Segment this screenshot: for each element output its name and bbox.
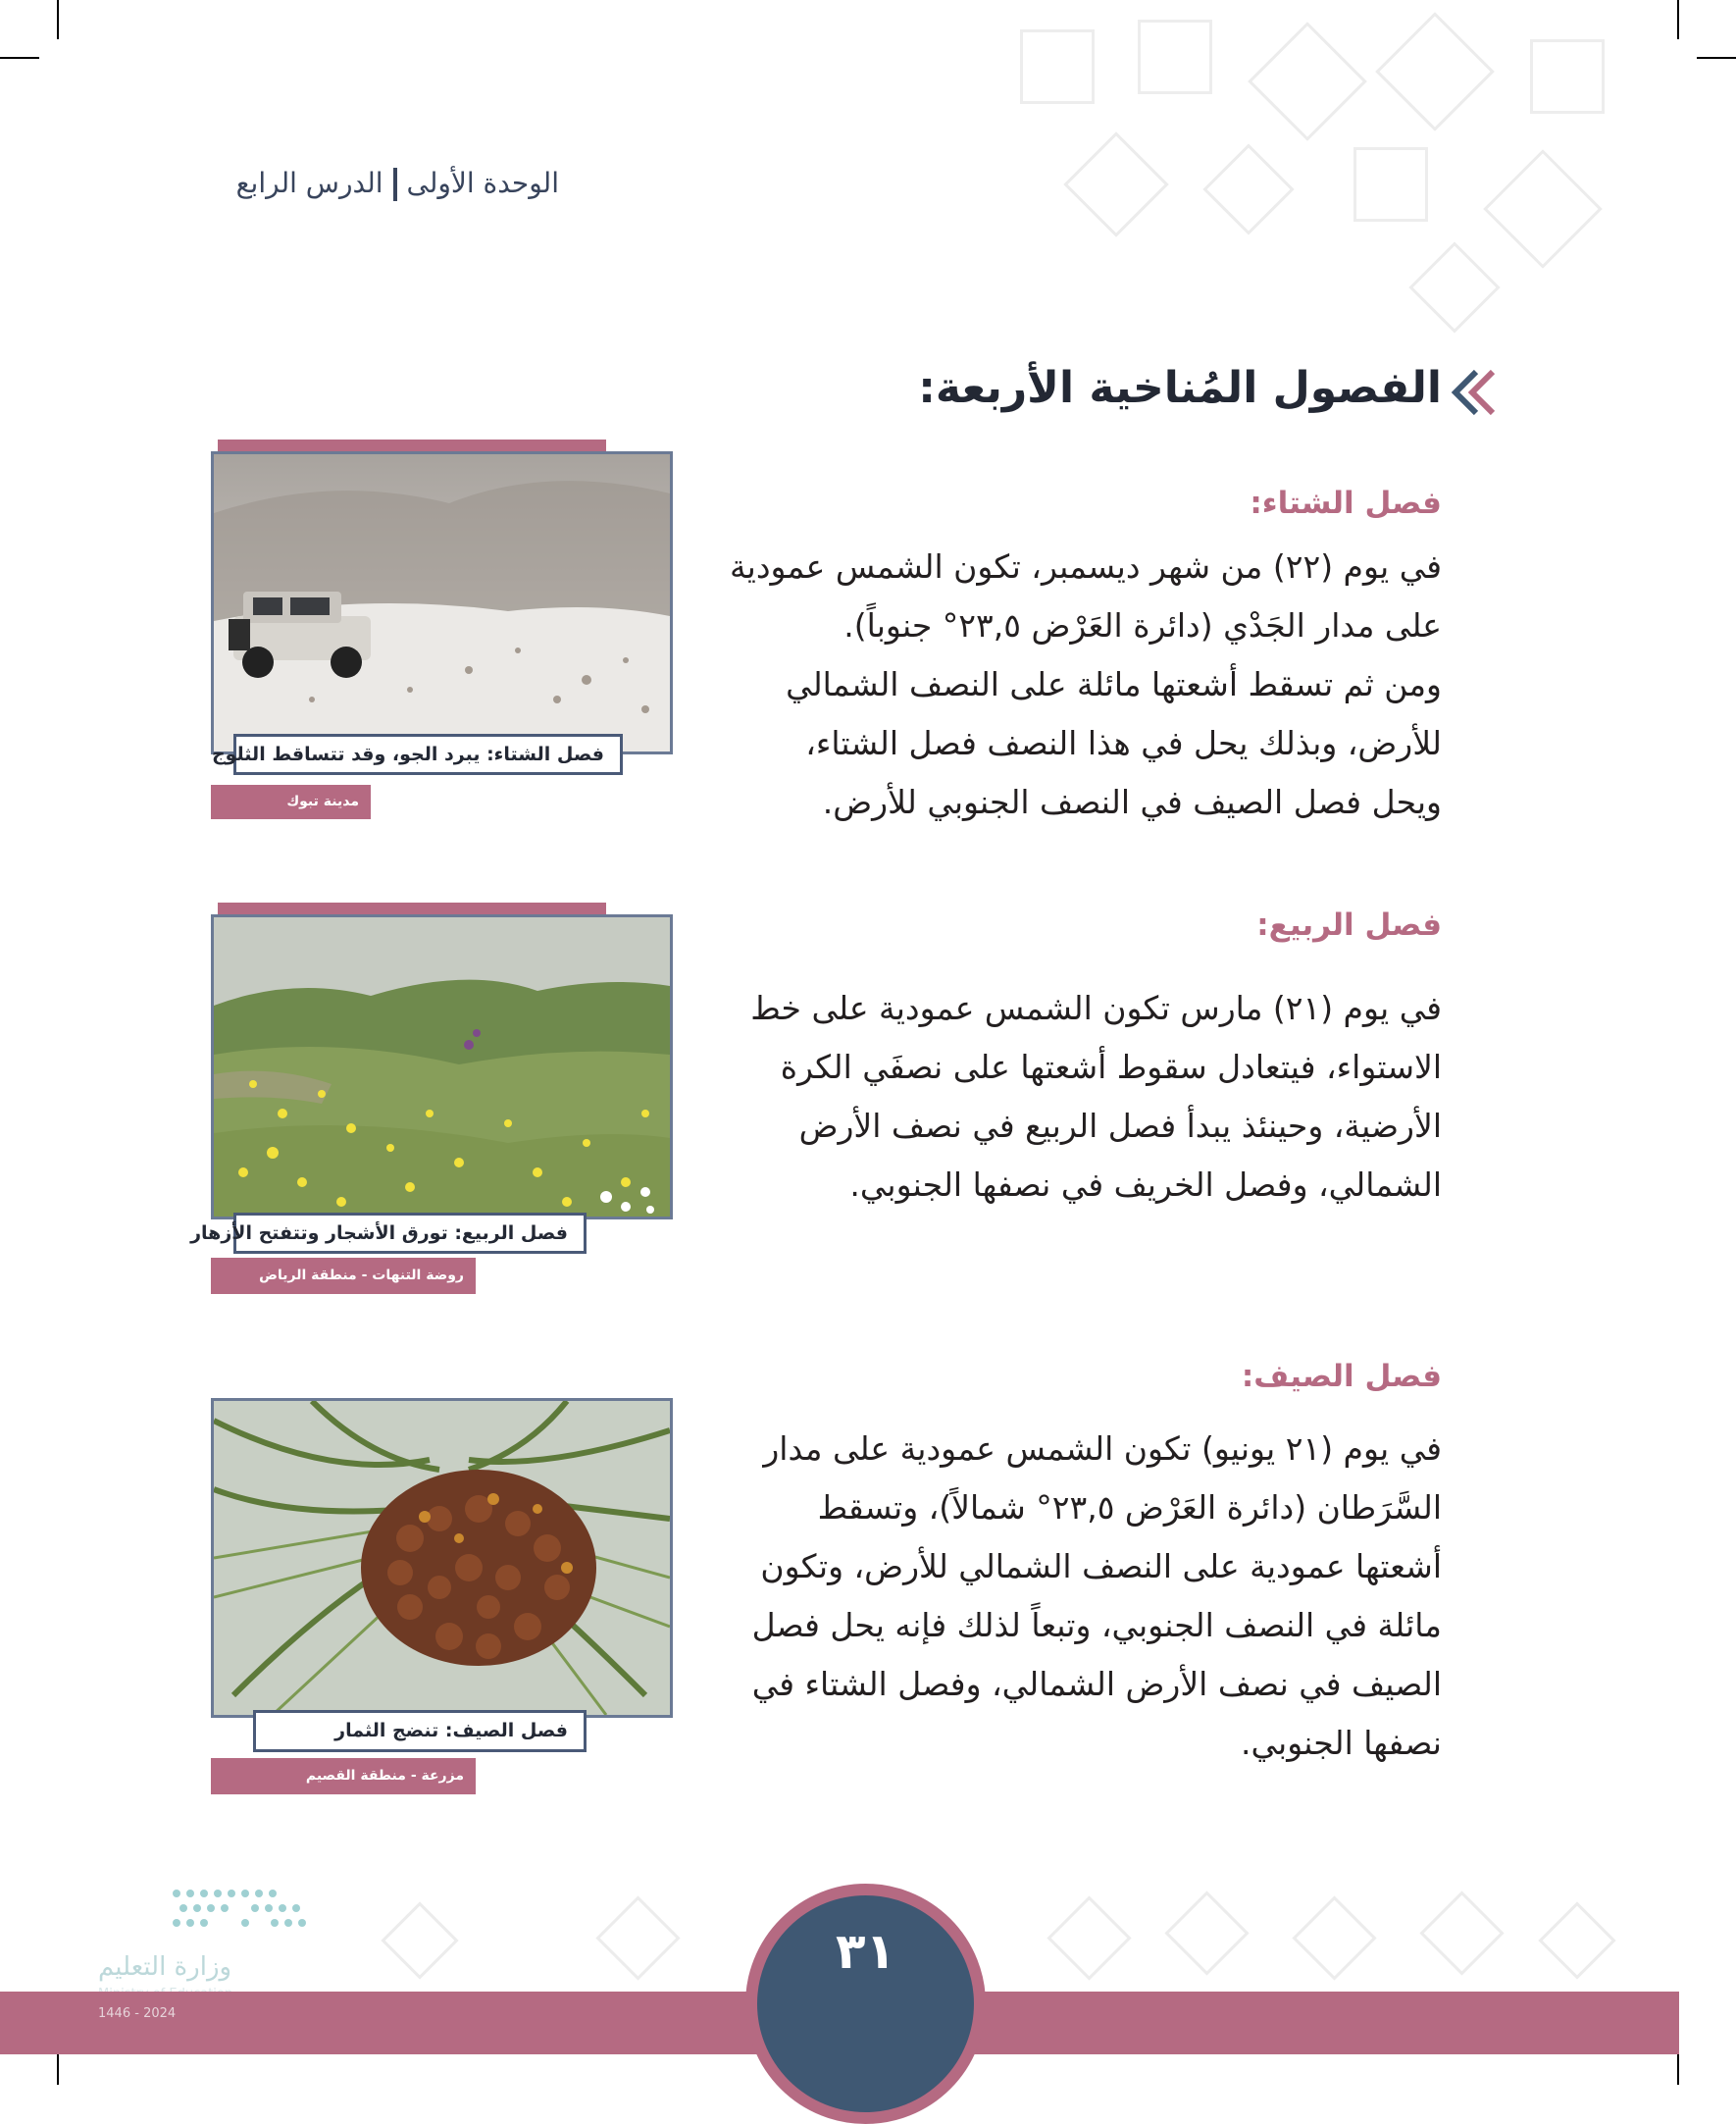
text-line: الشمالي، وفصل الخريف في نصفها الجنوبي. bbox=[849, 1166, 1442, 1204]
crop-mark bbox=[1697, 57, 1736, 59]
photo-summer-dates bbox=[211, 1398, 673, 1718]
text-line: أشعتها عمودية على النصف الشمالي للأرض، وتكون bbox=[760, 1547, 1442, 1585]
text-line: الصيف في نصف الأرض الشمالي، وفصل الشتاء في bbox=[751, 1665, 1442, 1703]
text-line: للأرض، وبذلك يحل في هذا النصف فصل الشتاء، bbox=[805, 724, 1442, 762]
text-line: في يوم (٢١ يونيو) تكون الشمس عمودية على مدار bbox=[763, 1429, 1442, 1468]
text-line: مائلة في النصف الجنوبي، وتبعاً لذلك فإنه يحل فصل bbox=[751, 1606, 1442, 1644]
crop-mark bbox=[57, 0, 59, 39]
season-heading-winter: فصل الشتاء: bbox=[1250, 486, 1442, 521]
season-text-winter bbox=[657, 538, 1442, 832]
text-line: السَّرَطان (دائرة العَرْض ٢٣,٥° شمالاً)، وتسقط bbox=[817, 1488, 1442, 1527]
section-title: الفصول المُناخية الأربعة: bbox=[918, 363, 1442, 413]
figure-location-spring: روضة التنهات - منطقة الرياض bbox=[211, 1258, 476, 1294]
unit-label: الوحدة الأولى bbox=[406, 167, 559, 199]
season-heading-summer: فصل الصيف: bbox=[1241, 1359, 1442, 1394]
crop-mark bbox=[0, 57, 39, 59]
text-line: ويحل فصل الصيف في النصف الجنوبي للأرض. bbox=[822, 783, 1442, 821]
season-heading-spring: فصل الربيع: bbox=[1256, 907, 1442, 943]
text-line: في يوم (٢١) مارس تكون الشمس عمودية على خط bbox=[750, 989, 1442, 1027]
text-line: على مدار الجَدْي (دائرة العَرْض ٢٣,٥° جنوباً). bbox=[843, 606, 1442, 645]
chevron-double-icon bbox=[1442, 368, 1501, 417]
figure-caption-summer: فصل الصيف: تنضج الثمار bbox=[253, 1710, 587, 1752]
ministry-name: وزارة التعليم bbox=[98, 1952, 232, 1982]
figure-location-summer: مزرعة - منطقة القصيم bbox=[211, 1758, 476, 1794]
text-line: في يوم (٢٢) من شهر ديسمبر، تكون الشمس عمودية bbox=[729, 547, 1442, 586]
edition-year: 2024 - 1446 bbox=[98, 2006, 177, 2021]
crop-mark bbox=[1677, 0, 1679, 39]
season-text-spring bbox=[657, 979, 1442, 1215]
figure-caption-winter: فصل الشتاء: يبرد الجو، وقد تتساقط الثلوج bbox=[233, 734, 623, 775]
text-line: الاستواء، فيتعادل سقوط أشعتها على نصفَي الكرة bbox=[780, 1048, 1442, 1086]
text-line: الأرضية، وحينئذ يبدأ فصل الربيع في نصف الأرض bbox=[798, 1107, 1442, 1145]
text-line: ومن ثم تسقط أشعتها مائلة على النصف الشمالي bbox=[786, 665, 1442, 703]
header-divider bbox=[393, 168, 397, 201]
ministry-logo-dots bbox=[167, 1884, 324, 1943]
season-text-summer bbox=[657, 1420, 1442, 1773]
text-line: نصفها الجنوبي. bbox=[1241, 1724, 1442, 1762]
figure-accent-bar bbox=[218, 903, 606, 914]
running-header bbox=[128, 167, 559, 201]
page-number-badge bbox=[745, 1884, 986, 2124]
lesson-label: الدرس الرابع bbox=[235, 167, 383, 199]
photo-spring-meadow bbox=[211, 914, 673, 1219]
figure-caption-spring: فصل الربيع: تورق الأشجار وتتفتح الأزهار bbox=[233, 1213, 587, 1254]
figure-accent-bar bbox=[218, 440, 606, 451]
page-number: ٣١ bbox=[835, 1923, 896, 1980]
photo-winter-snow bbox=[211, 451, 673, 754]
figure-location-winter: مدينة تبوك bbox=[211, 785, 371, 819]
